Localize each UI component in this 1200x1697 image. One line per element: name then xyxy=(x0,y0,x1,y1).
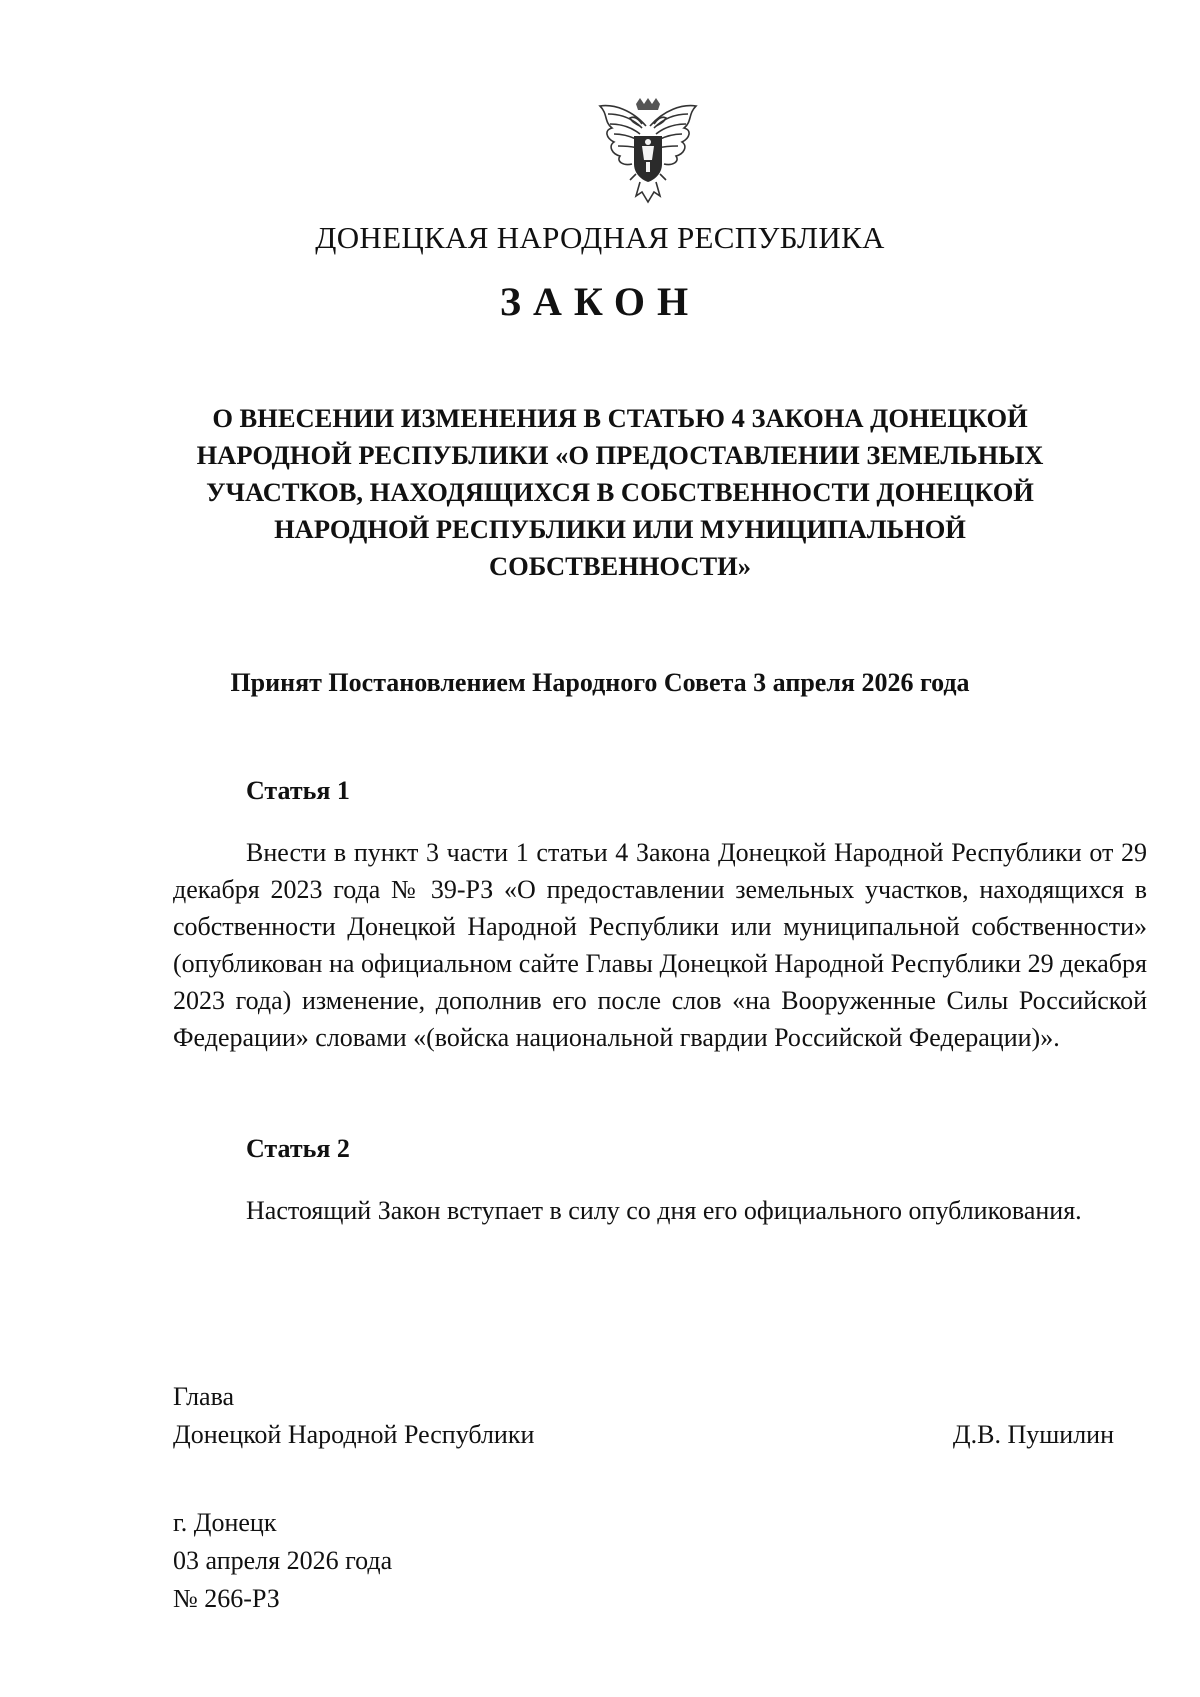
law-title-line: НАРОДНОЙ РЕСПУБЛИКИ «О ПРЕДОСТАВЛЕНИИ ЗЕМЕЛЬНЫХ xyxy=(196,440,1044,470)
republic-name: ДОНЕЦКАЯ НАРОДНАЯ РЕСПУБЛИКА xyxy=(315,220,885,255)
law-title xyxy=(190,400,1050,585)
law-title-line: О ВНЕСЕНИИ ИЗМЕНЕНИЯ В СТАТЬЮ 4 ЗАКОНА ДОНЕЦКОЙ xyxy=(212,403,1028,433)
law-title-line: СОБСТВЕННОСТИ» xyxy=(488,551,752,581)
article-2-text: Настоящий Закон вступает в силу со дня его официального опубликования. xyxy=(246,1196,1082,1225)
signatory-position-line: Донецкой Народной Республики xyxy=(173,1420,535,1449)
signing-date: 03 апреля 2026 года xyxy=(173,1546,393,1575)
signatory-name: Д.В. Пушилин xyxy=(952,1420,1114,1449)
coat-of-arms-icon xyxy=(596,96,700,206)
law-number: № 266-РЗ xyxy=(173,1584,280,1613)
article-1-heading: Статья 1 xyxy=(246,776,350,805)
signatory-position-line: Глава xyxy=(173,1382,235,1411)
law-title-line: НАРОДНОЙ РЕСПУБЛИКИ ИЛИ МУНИЦИПАЛЬНОЙ xyxy=(274,514,966,544)
city: г. Донецк xyxy=(173,1508,277,1537)
document-footer xyxy=(173,1504,392,1618)
article-1-text: Внести в пункт 3 части 1 статьи 4 Закона Донецкой Народной Республики от 29 декабря 2023 года № 39-РЗ «О предоставлении земельных участков, находящихся в собственности Донецкой Народной Республики или муниципальной собственности» (опубликован на официальном сайте Главы Донецкой Народной Республики 29 декабря 2023 года) изменение, дополнив его после слов «на Вооруженные Силы Российской Федерации» словами «(войска национальной гвардии Российской Федерации)». xyxy=(173,838,1147,1052)
adoption-note: Принят Постановлением Народного Совета 3 апреля 2026 года xyxy=(230,668,970,697)
signatory-position xyxy=(173,1378,534,1454)
document-type: ЗАКОН xyxy=(499,279,701,324)
law-title-line: УЧАСТКОВ, НАХОДЯЩИХСЯ В СОБСТВЕННОСТИ ДОНЕЦКОЙ xyxy=(206,477,1034,507)
article-2-heading: Статья 2 xyxy=(246,1134,350,1163)
